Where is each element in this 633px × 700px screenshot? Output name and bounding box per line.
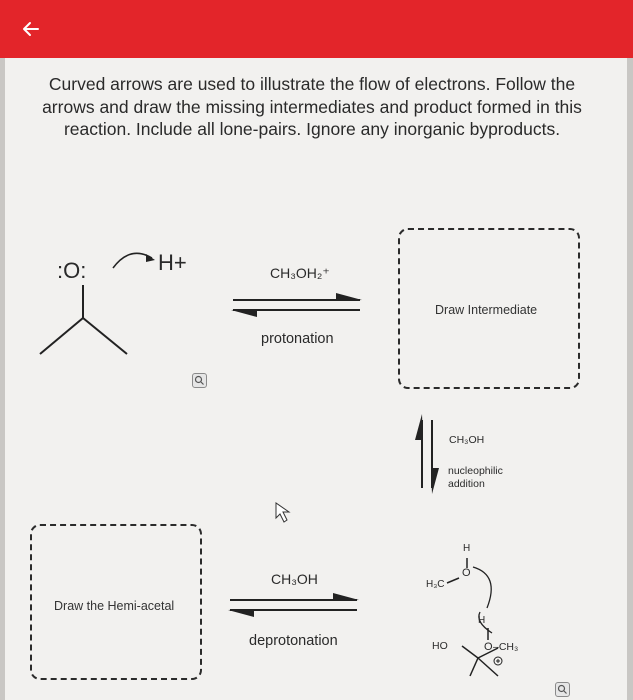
draw-intermediate-label: Draw Intermediate	[435, 303, 538, 317]
step3-reagent: CH₃OH	[271, 571, 318, 587]
oxygen-label: :O:	[57, 258, 87, 283]
structure-o-top: O	[462, 567, 471, 579]
draw-hemiacetal-box[interactable]	[30, 524, 202, 680]
magnifier-icon	[193, 374, 206, 387]
draw-intermediate-box[interactable]	[398, 228, 580, 389]
curved-arrow-icon	[113, 253, 155, 268]
step3-label: deprotonation	[249, 633, 338, 649]
magnifier-icon	[556, 683, 569, 696]
structure-o-bottom: O	[484, 641, 493, 653]
hemiacetal-structure-bonds	[447, 558, 498, 676]
structure-ch3: –CH₃	[493, 641, 519, 653]
step1-label: protonation	[261, 331, 334, 347]
structure-ho: HO	[432, 640, 448, 652]
step1-reagent: CH₃OH₂⁺	[270, 265, 330, 281]
structure-h3c: H₃C	[426, 579, 445, 590]
equilibrium-arrows-1	[231, 293, 362, 317]
zoom-icon[interactable]	[192, 373, 207, 388]
equilibrium-arrows-2	[415, 414, 439, 494]
structure-h-top: H	[463, 543, 471, 554]
equilibrium-arrows-3	[228, 593, 359, 617]
question-text: Curved arrows are used to illustrate the flow of electrons. Follow the arrows and draw the missing intermediates and product formed in this reaction. Include all lone-pairs. Ignore any inorganic byproducts.	[42, 74, 582, 139]
step2-reagent: CH₃OH	[449, 434, 485, 446]
acetone-skeleton	[40, 285, 127, 354]
cursor-icon	[276, 503, 289, 522]
step2-label: nucleophilic addition	[448, 465, 503, 490]
positive-charge-icon	[494, 657, 502, 665]
draw-hemiacetal-label: Draw the Hemi-acetal	[54, 599, 175, 613]
proton-label: H+	[158, 250, 187, 275]
zoom-icon[interactable]	[555, 682, 570, 697]
structure-h-mid: H	[478, 615, 486, 626]
